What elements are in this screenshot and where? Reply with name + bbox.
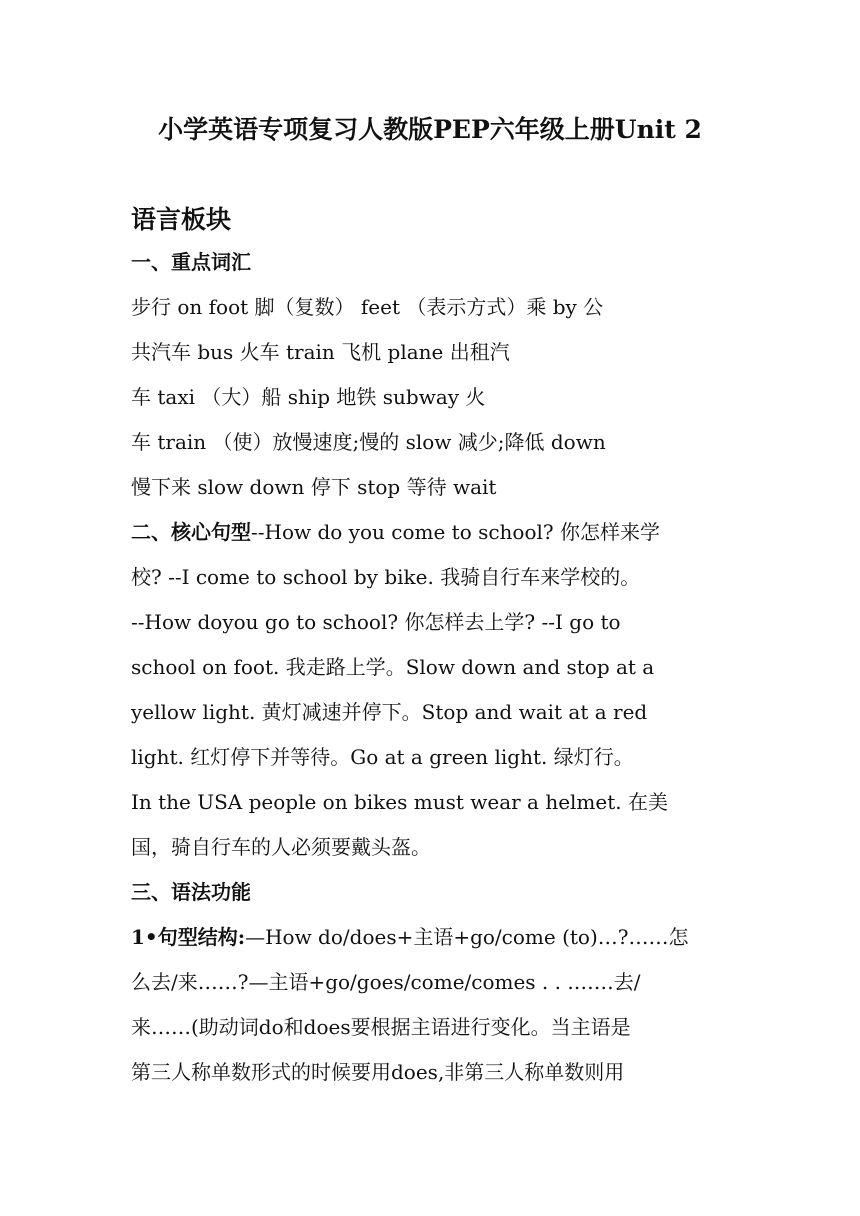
document-title: 小学英语专项复习人教版PEP六年级上册Unit 2 [158, 115, 702, 144]
sentence-line: 国，骑自行车的人必须要戴头盔。 [131, 835, 431, 859]
sentence-heading: 二、核心句型 [131, 520, 251, 544]
sentence-line: --How doyou go to school? 你怎样去上学? --I go to [131, 610, 621, 634]
sentence-first-rest: --How do you come to school? 你怎样来学 [251, 520, 660, 544]
grammar-heading: 三、语法功能 [131, 880, 251, 904]
sentence-line: school on foot. 我走路上学。Slow down and stop at a [131, 655, 655, 679]
grammar-first-line [131, 927, 688, 947]
grammar-first-rest: —How do/does+主语+go/come (to)…?……怎 [245, 925, 689, 949]
vocab-line: 共汽车 bus 火车 train 飞机 plane 出租汽 [131, 340, 510, 364]
grammar-line: 第三人称单数形式的时候要用does,非第三人称单数则用 [131, 1060, 625, 1084]
sentence-line: 校? --I come to school by bike. 我骑自行车来学校的。 [131, 565, 641, 589]
sentence-line: In the USA people on bikes must wear a helmet. 在美 [131, 790, 668, 814]
section-heading: 语言板块 [131, 205, 232, 234]
grammar-line: 来……(助动词do和does要根据主语进行变化。当主语是 [131, 1015, 631, 1039]
vocab-line: 车 train （使）放慢速度;慢的 slow 减少;降低 down [131, 430, 606, 454]
vocab-line: 车 taxi （大）船 ship 地铁 subway 火 [131, 385, 486, 409]
grammar-line: 么去/来……?—主语+go/goes/come/comes . . .……去/ [131, 970, 641, 994]
grammar-first-label: 1•句型结构: [131, 925, 246, 949]
vocab-heading: 一、重点词汇 [131, 250, 251, 274]
vocab-line: 慢下来 slow down 停下 stop 等待 wait [131, 475, 497, 499]
vocab-line: 步行 on foot 脚（复数） feet （表示方式）乘 by 公 [131, 295, 604, 319]
sentence-line: yellow light. 黄灯减速并停下。Stop and wait at a red [131, 700, 648, 724]
sentence-line: light. 红灯停下并等待。Go at a green light. 绿灯行。 [131, 745, 634, 769]
sentence-first-line [131, 522, 660, 542]
